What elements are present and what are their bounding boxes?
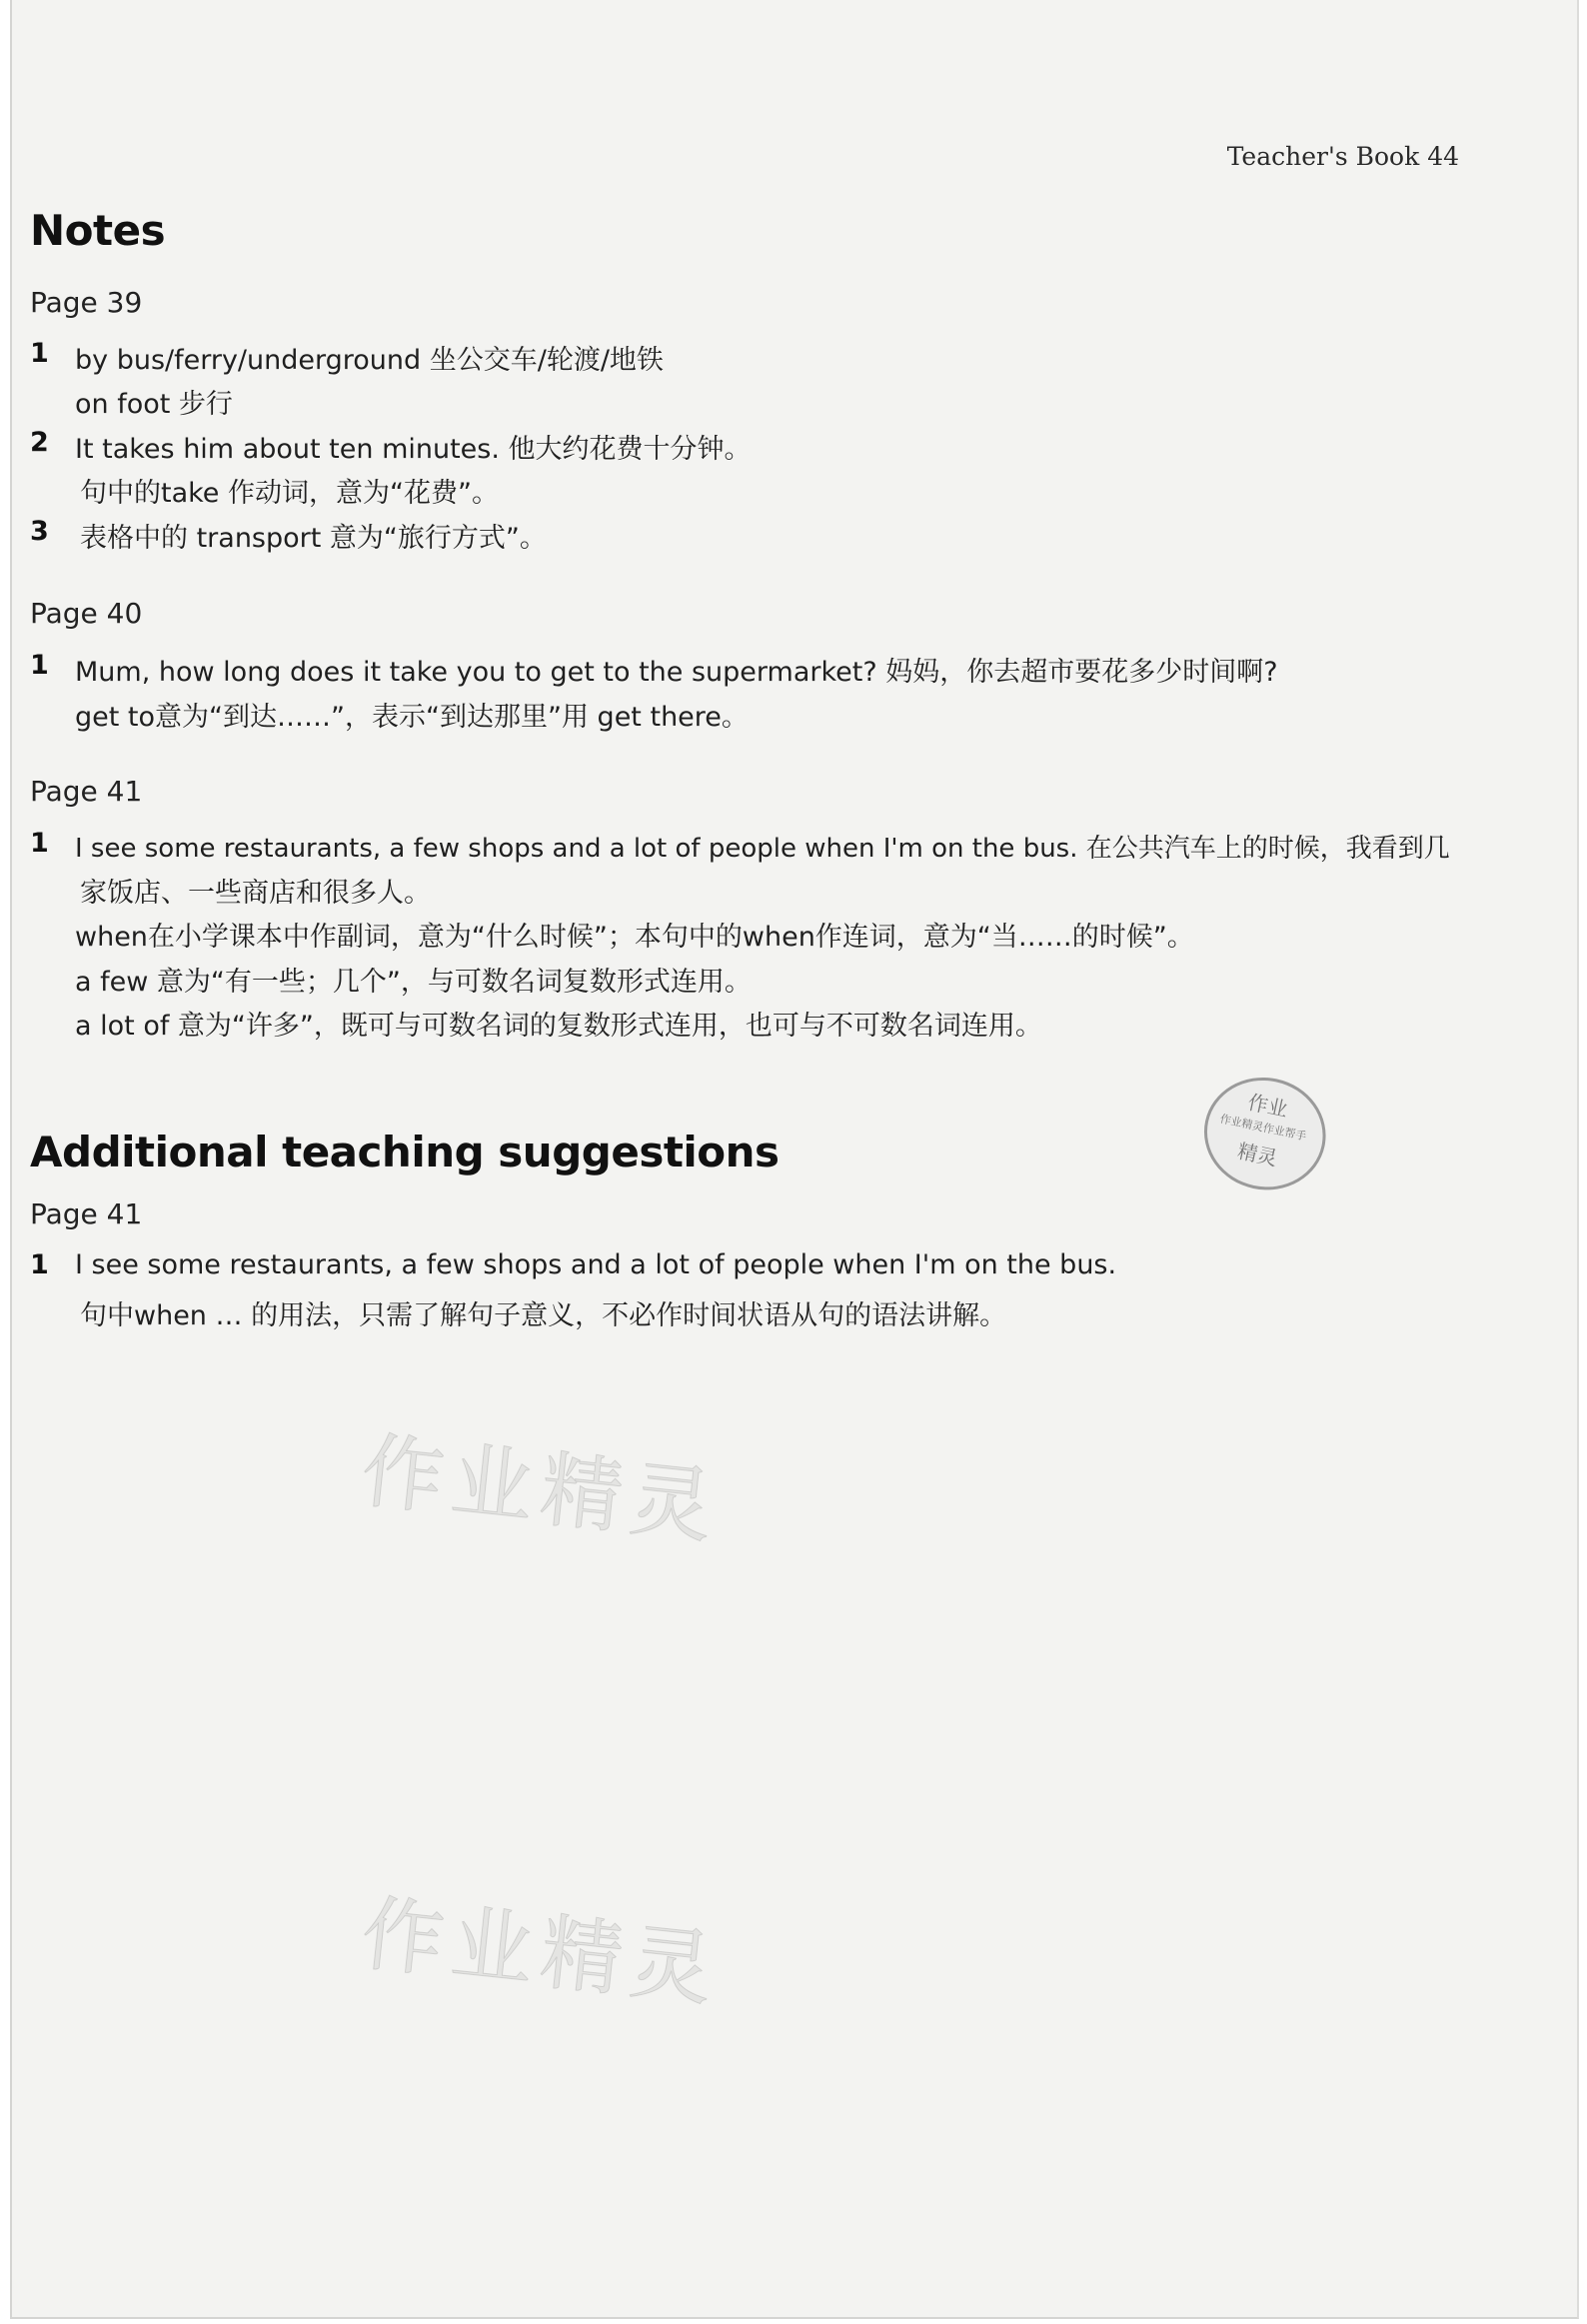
watermark: 作业精灵	[357, 1886, 726, 2019]
note-text: get to意为“到达……”，表示“到达那里”用 get there。	[75, 702, 749, 733]
page-header-reference: Teacher's Book 44	[1226, 142, 1459, 171]
page-41-label: Page 41	[30, 775, 143, 808]
note-text: I see some restaurants, a few shops and a lot of people when I'm on the bus. 在公共汽车上的时候，我看到几	[75, 834, 1450, 864]
item-number: 1	[30, 1249, 49, 1280]
watermark: 作业精灵	[357, 1423, 726, 1556]
note-text: Mum, how long does it take you to get to the supermarket? 妈妈，你去超市要花多少时间啊?	[75, 657, 1278, 688]
item-number: 1	[30, 828, 49, 859]
stamp-text-middle: 作业精灵作业帮手	[1218, 1112, 1308, 1144]
document-page	[10, 0, 1579, 2319]
note-text: I see some restaurants, a few shops and a lot of people when I'm on the bus.	[75, 1249, 1117, 1280]
stamp-text-bottom: 精灵	[1235, 1139, 1280, 1170]
additional-suggestions-heading: Additional teaching suggestions	[30, 1128, 780, 1176]
page-39-label: Page 39	[30, 286, 143, 319]
note-text: a few 意为“有一些；几个”，与可数名词复数形式连用。	[75, 967, 752, 998]
notes-heading: Notes	[30, 206, 166, 255]
note-text: 句中when … 的用法，只需了解句子意义，不必作时间状语从句的语法讲解。	[80, 1300, 1007, 1331]
page-40-label: Page 40	[30, 597, 143, 630]
item-number: 3	[30, 516, 49, 547]
item-number: 2	[30, 427, 49, 458]
note-text: It takes him about ten minutes. 他大约花费十分钟。	[75, 434, 752, 465]
note-text: 句中的take 作动词，意为“花费”。	[80, 478, 499, 509]
note-text: a lot of 意为“许多”，既可与可数名词的复数形式连用，也可与不可数名词连用。	[75, 1011, 1042, 1042]
note-text: when在小学课本中作副词，意为“什么时候”；本句中的when作连词，意为“当……的时候”。	[75, 922, 1194, 953]
item-number: 1	[30, 338, 49, 369]
stamp-text-top: 作业	[1245, 1090, 1290, 1123]
item-number: 1	[30, 650, 49, 681]
note-text: 家饭店、一些商店和很多人。	[80, 878, 431, 909]
note-text: on foot 步行	[75, 389, 233, 420]
note-text: by bus/ferry/underground 坐公交车/轮渡/地铁	[75, 345, 664, 376]
note-text: 表格中的 transport 意为“旅行方式”。	[80, 523, 547, 554]
stamp-seal	[1194, 1067, 1334, 1199]
page-41-label: Page 41	[30, 1197, 143, 1230]
